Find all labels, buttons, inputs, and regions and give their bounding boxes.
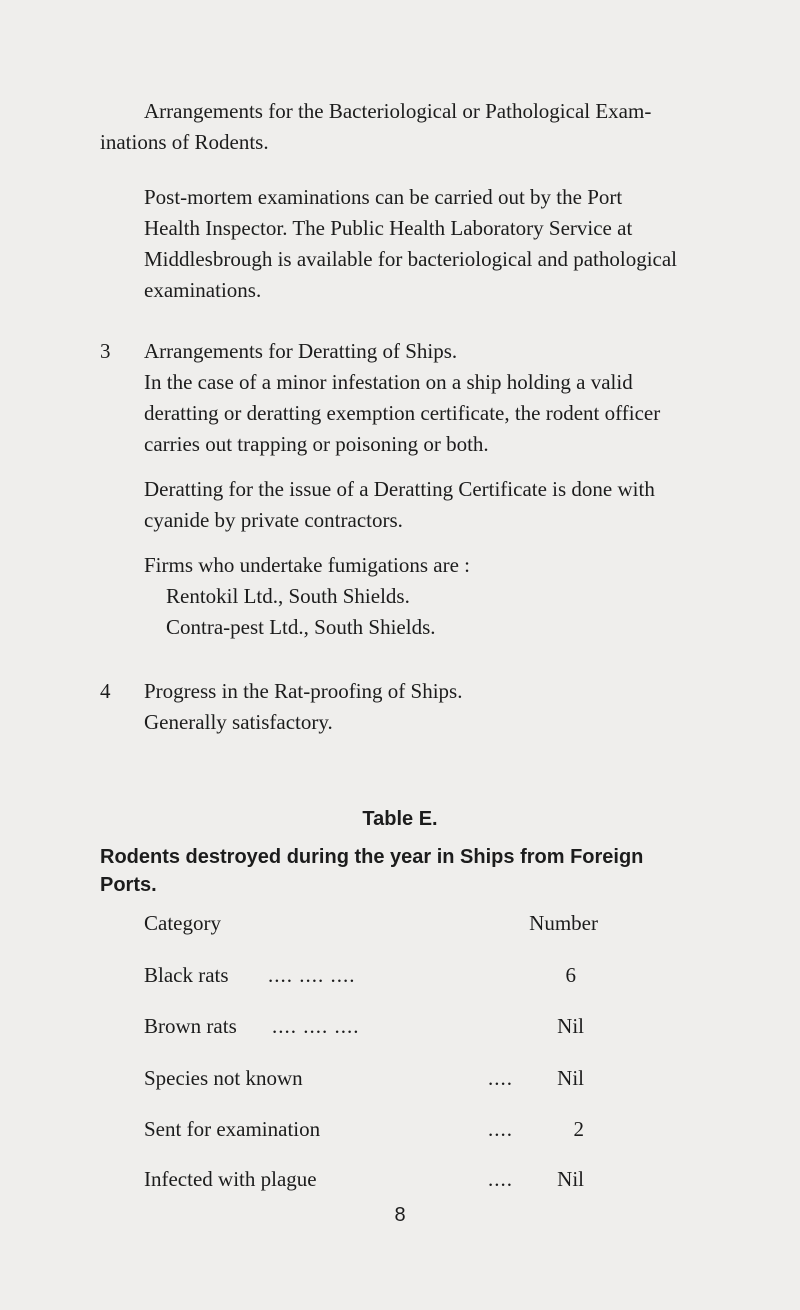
caption-line: Ports. xyxy=(100,874,157,896)
firms-list xyxy=(144,550,470,643)
row-leader-dots: .... xyxy=(488,1066,513,1090)
row-leader-dots: .... xyxy=(488,1167,513,1191)
row-number: 2 xyxy=(573,1117,584,1141)
column-header-category: Category xyxy=(144,911,221,935)
paragraph-line: examinations. xyxy=(144,278,262,302)
paragraph-line: carries out trapping or poisoning or both. xyxy=(144,432,489,456)
row-category: Species not known xyxy=(144,1066,303,1090)
firms-intro: Firms who undertake fumigations are : xyxy=(144,553,471,577)
rodent-exam-heading xyxy=(100,96,652,158)
row-number: Nil xyxy=(557,1014,584,1038)
paragraph-line: In the case of a minor infestation on a ship holding a valid xyxy=(144,370,633,394)
paragraph-line: Middlesbrough is available for bacteriological and pathological xyxy=(144,247,677,271)
row-category: Black rats xyxy=(144,963,229,987)
rodent-exam-paragraph xyxy=(144,182,677,306)
section-4-heading: Progress in the Rat-proofing of Ships. xyxy=(144,679,463,703)
row-number: Nil xyxy=(557,1167,584,1191)
row-number: Nil xyxy=(557,1066,584,1090)
paragraph-line: Health Inspector. The Public Health Laboratory Service at xyxy=(144,216,633,240)
heading-line: inations of Rodents. xyxy=(100,130,269,154)
row-leader-dots: .... .... .... xyxy=(268,963,356,987)
section-3-paragraph-2 xyxy=(144,474,655,536)
row-leader-dots: .... .... .... xyxy=(272,1014,360,1038)
section-3-heading xyxy=(144,336,457,367)
heading-line: Arrangements for the Bacteriological or Pathological Exam- xyxy=(144,99,652,123)
heading-line: Arrangements for Deratting of Ships. xyxy=(144,339,458,363)
row-category: Infected with plague xyxy=(144,1167,317,1191)
row-category: Brown rats xyxy=(144,1014,237,1038)
column-header-number: Number xyxy=(529,911,598,935)
caption-line: Rodents destroyed during the year in Ships from Foreign xyxy=(100,846,644,868)
page-number: 8 xyxy=(394,1204,406,1226)
section-4-number: 4 xyxy=(100,679,111,703)
row-category: Sent for examination xyxy=(144,1117,321,1141)
section-3-paragraph-1 xyxy=(144,367,660,460)
firm-item: Contra-pest Ltd., South Shields. xyxy=(166,615,436,639)
paragraph-line: Deratting for the issue of a Deratting Certificate is done with xyxy=(144,477,655,501)
table-e-caption xyxy=(100,843,750,899)
paragraph-line: cyanide by private contractors. xyxy=(144,508,403,532)
firm-item: Rentokil Ltd., South Shields. xyxy=(166,584,410,608)
section-4-body xyxy=(144,676,462,738)
section-4-text: Generally satisfactory. xyxy=(144,710,333,734)
paragraph-line: deratting or deratting exemption certificate, the rodent officer xyxy=(144,401,661,425)
row-number: 6 xyxy=(565,963,576,987)
table-e-title: Table E. xyxy=(362,808,438,830)
paragraph-line: Post-mortem examinations can be carried out by the Port xyxy=(144,185,623,209)
row-leader-dots: .... xyxy=(488,1117,513,1141)
section-3-number: 3 xyxy=(100,339,111,363)
